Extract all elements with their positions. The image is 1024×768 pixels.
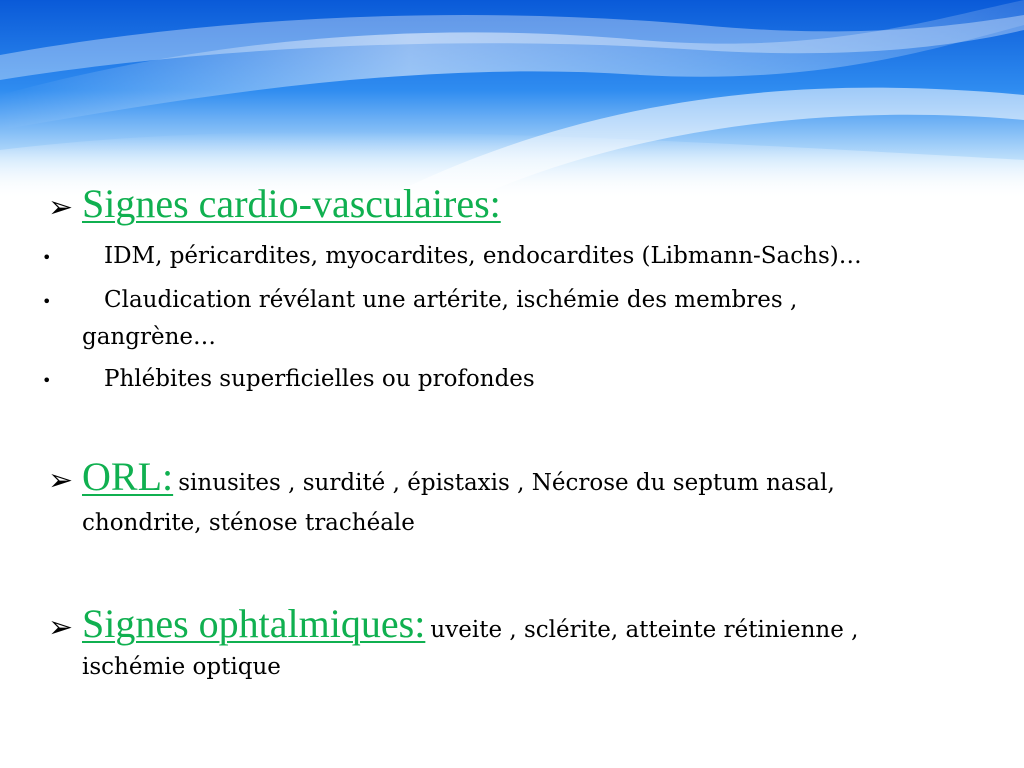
bullet-dot-icon: • — [42, 247, 52, 267]
list-item — [42, 243, 982, 269]
section-heading-ophtalmo: Signes ophtalmiques: — [82, 601, 426, 646]
bullet-dot-icon: • — [42, 370, 52, 390]
ophtalmo-continuation: ischémie optique — [82, 654, 281, 680]
section-cardio-heading-row — [48, 178, 998, 230]
section-heading-orl: ORL: — [82, 454, 174, 499]
list-item — [42, 287, 982, 313]
section-ophtalmo-heading-row — [48, 598, 998, 650]
list-item — [42, 366, 982, 392]
arrow-bullet-icon: ➢ — [48, 190, 74, 225]
section-heading-cardio: Signes cardio-vasculaires: — [82, 181, 501, 226]
orl-continuation: chondrite, sténose trachéale — [82, 510, 415, 536]
ophtalmo-inline-text: uveite , sclérite, atteinte rétinienne , — [430, 617, 859, 643]
arrow-bullet-icon: ➢ — [48, 463, 74, 498]
list-item-text: Claudication révélant une artérite, ischémie des membres , — [104, 287, 798, 313]
section-orl-heading-row — [48, 451, 998, 503]
list-item-text: IDM, péricardites, myocardites, endocardites (Libmann-Sachs)… — [104, 243, 862, 269]
list-item-continuation: gangrène… — [82, 324, 217, 350]
list-item-text: Phlébites superficielles ou profondes — [104, 366, 535, 392]
bullet-dot-icon: • — [42, 291, 52, 311]
arrow-bullet-icon: ➢ — [48, 610, 74, 645]
orl-inline-text: sinusites , surdité , épistaxis , Nécrose du septum nasal, — [178, 470, 835, 496]
